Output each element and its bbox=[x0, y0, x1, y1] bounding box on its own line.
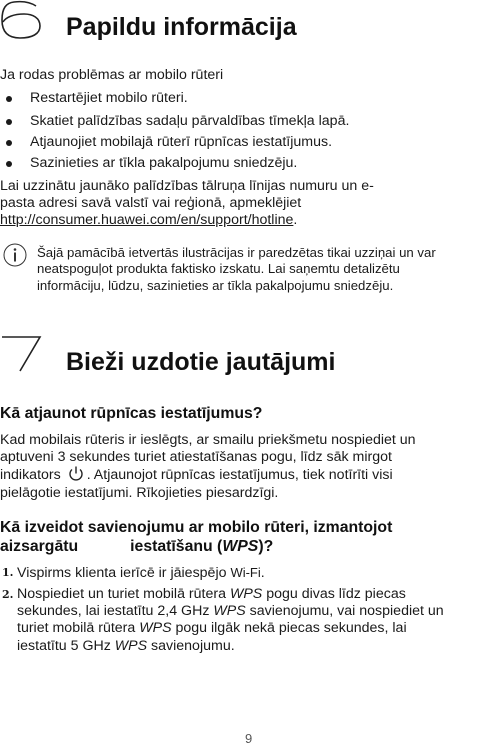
step-line: sekundes, lai iestatītu 2,4 GHz WPS savienojumu, vai nospiediet un bbox=[17, 603, 444, 620]
hotline-line: Lai uzzinātu jaunāko palīdzības tālruņa līnijas numuru un e- bbox=[0, 178, 374, 194]
wps-term: WPS bbox=[222, 537, 259, 555]
wps-term: WPS bbox=[229, 586, 263, 602]
faq-question-line bbox=[0, 538, 496, 557]
list-item-text: Restartējiet mobilo rūteri. bbox=[30, 90, 188, 106]
note-line: neatspoguļot produkta faktisko izskatu. Lai saņemtu detalizētu bbox=[37, 261, 400, 277]
note-line: Šajā pamācībā ietvertās ilustrācijas ir paredzētas tikai uzziņai un var bbox=[37, 245, 436, 260]
bullet-dot bbox=[6, 96, 12, 102]
faq-answer-line: aptuveni 3 sekundes turiet atiestatīšanas pogu, līdz sāk mirgot bbox=[0, 449, 392, 466]
step-text bbox=[17, 586, 498, 655]
hotline-link-line bbox=[0, 212, 496, 229]
faq-answer-text: . Atjaunojot rūpnīcas iestatījumus, tiek notīrīti visi bbox=[86, 467, 393, 484]
outline-six-icon bbox=[0, 0, 44, 40]
faq-question-part: aizsargātu bbox=[0, 537, 79, 555]
list-item-text: Sazinieties ar tīkla pakalpojumu sniedzēju. bbox=[30, 155, 298, 171]
step-number: 1. bbox=[2, 566, 14, 579]
section-7-number-icon bbox=[0, 333, 44, 373]
step-2 bbox=[0, 586, 498, 658]
wps-term: WPS bbox=[213, 603, 246, 620]
list-item-text: Skatiet palīdzības sadaļu pārvaldības tīmekļa lapā. bbox=[30, 113, 350, 129]
hotline-line: pasta adresi savā valstī vai reģionā, apmeklējiet bbox=[0, 195, 302, 212]
step-line: turiet mobilā rūtera WPS pogu ilgāk nekā piecas sekundes, lai bbox=[17, 620, 407, 637]
list-item bbox=[0, 155, 480, 173]
faq-answer-line bbox=[0, 466, 496, 484]
section-6-title: Papildu informācija bbox=[66, 13, 297, 41]
step-number: 2. bbox=[2, 588, 14, 601]
outline-seven-icon bbox=[0, 333, 44, 373]
list-item bbox=[0, 113, 480, 131]
faq-question-part: iestatīšanu ( bbox=[130, 537, 223, 555]
bullet-dot bbox=[6, 119, 12, 125]
step-text-part: . bbox=[260, 565, 265, 581]
hotline-link[interactable]: http://consumer.huawei.com/en/support/hotline bbox=[0, 212, 294, 229]
indicator-label: indikators bbox=[0, 467, 61, 484]
hotline-paragraph bbox=[0, 178, 496, 230]
note-paragraph bbox=[37, 245, 497, 294]
step-1 bbox=[0, 564, 496, 582]
wps-term: WPS bbox=[139, 620, 172, 637]
note-line: informāciju, lūdzu, sazinieties ar tīkla pakalpojumu sniedzēju. bbox=[37, 277, 394, 293]
faq-answer-line: Kad mobilais rūteris ir ieslēgts, ar smailu priekšmetu nospiediet un bbox=[0, 432, 416, 448]
step-line: Nospiediet un turiet mobilā rūtera WPS pogu divas līdz piecas bbox=[17, 586, 406, 602]
faq-answer-line: pielāgotie iestatījumi. Rīkojieties piesardzīgi. bbox=[0, 484, 279, 501]
info-icon-wrap bbox=[2, 242, 28, 268]
power-icon bbox=[66, 466, 86, 482]
faq-question-title: Kā atjaunot rūpnīcas iestatījumus? bbox=[0, 405, 263, 422]
hotline-period: . bbox=[293, 212, 298, 229]
list-item-text: Atjaunojiet mobilajā rūterī rūpnīcas iestatījumus. bbox=[30, 134, 333, 150]
section-6-number-icon bbox=[0, 0, 44, 40]
faq-question-title bbox=[0, 519, 496, 556]
section-7-title: Bieži uzdotie jautājumi bbox=[66, 348, 336, 376]
problems-intro: Ja rodas problēmas ar mobilo rūteri bbox=[0, 67, 224, 83]
step-line: iestatītu 5 GHz WPS savienojumu. bbox=[17, 637, 235, 654]
step-text-part: Vispirms klienta ierīcē ir jāiespējo bbox=[17, 565, 231, 581]
bullet-dot bbox=[6, 161, 12, 167]
bullet-dot bbox=[6, 140, 12, 146]
faq-answer bbox=[0, 432, 496, 502]
page-number: 9 bbox=[245, 731, 253, 746]
step-text bbox=[17, 564, 265, 582]
faq-question-part: )? bbox=[258, 537, 274, 555]
list-item bbox=[0, 134, 480, 152]
list-item bbox=[0, 90, 480, 108]
wps-term: WPS bbox=[114, 637, 148, 654]
wifi-term: Wi-Fi bbox=[230, 565, 261, 580]
info-circle-icon bbox=[2, 242, 28, 268]
faq-question-line: Kā izveidot savienojumu ar mobilo rūteri, izmantojot bbox=[0, 519, 393, 536]
